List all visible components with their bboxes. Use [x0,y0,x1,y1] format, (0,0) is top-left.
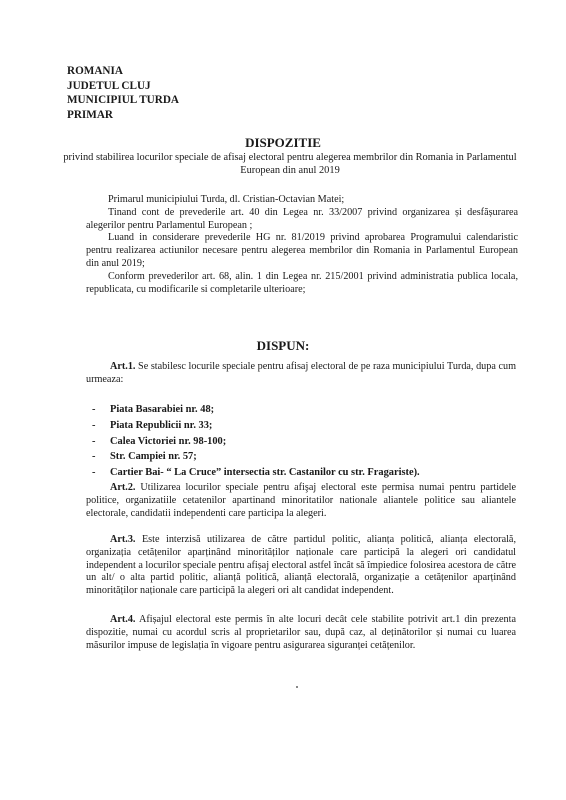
issuer-header [67,64,179,122]
header-municipality: MUNICIPIUL TURDA [67,94,179,107]
location-text: Piata Basarabiei nr. 48; [110,404,215,415]
preamble-paragraph: Conform prevederilor art. 68, alin. 1 din Legea nr. 215/2001 privind administratia publica locala, republicata, cu modificarile si completarile ulterioare; [86,270,518,295]
locations-list [92,402,420,481]
location-text: Calea Victoriei nr. 98-100; [110,435,227,447]
list-item: - Piata Basarabiei nr. 48; [92,404,215,415]
header-office: PRIMAR [67,108,113,121]
preamble-paragraph: Tinand cont de prevederile art. 40 din Legea nr. 33/2007 privind organizarea și desfășurarea alegerilor pentru Parlamentul European ; [86,206,518,231]
article-text: Este interzisă utilizarea de către partidul politic, alianța politică, alianța electorală, organizația cetățenilor aparținând minorităților naționale care participă la alegeri ori candidatul independent a locurilor speciale pentru afișaj electoral astfel încât să împiedice folosirea acestora de către un alt/ o alta partid politic, alianță politică, alianță electorală, organizație a cetățenilor aparținând minorităților naționale care participă la alegeri ori alt candidat independent. [86,534,516,597]
preamble [86,194,518,296]
preamble-paragraph: Luand in considerare prevederile HG nr. 81/2019 privind aprobarea Programului calendaristic pentru realizarea actiunilor necesare pentru alegerea membrilor din Romania in Parlamentul European din anul 2019; [86,232,518,269]
article-label: Art.1. [110,361,136,372]
scan-speck [296,686,298,688]
list-item: - Piata Republicii nr. 33; [92,419,213,431]
article-2 [86,482,516,520]
article-label: Art.2. [110,482,136,493]
list-item: - Str. Campiei nr. 57; [92,451,197,463]
list-item: - Cartier Bai- “ La Cruce” intersectia str. Castanilor cu str. Fragariste). [92,467,420,479]
article-text: Se stabilesc locurile speciale pentru afisaj electoral de pe raza municipiului Turda, dupa cum urmeaza: [86,361,516,385]
article-label: Art.3. [110,534,136,545]
article-3 [86,534,516,598]
article-text: Afișajul electoral este permis în alte locuri decât cele stabilite potrivit art.1 din prezenta dispozitie, numai cu acordul scris al proprietarilor sau, după caz, al deținătorilor și numai cu luarea măsurilor impuse de legislația în vigoare pentru asigurarea siguranței cetățenilor. [86,614,516,651]
article-text: Utilizarea locurilor speciale pentru afişaj electoral este permisa numai pentru partidele politice, organizatiile cetatenilor apartinand minoritatilor nationale aliantele politice sau aliantele electorale, candidatii independenti care participa la alegeri. [86,482,516,519]
location-text: Cartier Bai- “ La Cruce” intersectia str. Castanilor cu str. Fragariste). [110,467,420,479]
location-text: Piata Republicii nr. 33; [110,419,213,431]
document-subtitle: privind stabilirea locurilor speciale de afisaj electoral pentru alegerea membrilor din Romania in Parlamentul European din anul 2019 [63,152,517,176]
location-text: Str. Campiei nr. 57; [110,451,197,463]
header-country: ROMANIA [67,65,123,77]
section-heading-dispun: DISPUN: [256,338,310,353]
article-4 [86,614,516,652]
header-county: JUDETUL CLUJ [67,79,151,92]
document-title: DISPOZITIE [245,135,321,150]
article-label: Art.4. [110,614,136,625]
preamble-paragraph: Primarul municipiului Turda, dl. Cristian-Octavian Matei; [108,194,345,205]
article-1 [86,361,516,387]
list-item: - Calea Victoriei nr. 98-100; [92,435,227,447]
